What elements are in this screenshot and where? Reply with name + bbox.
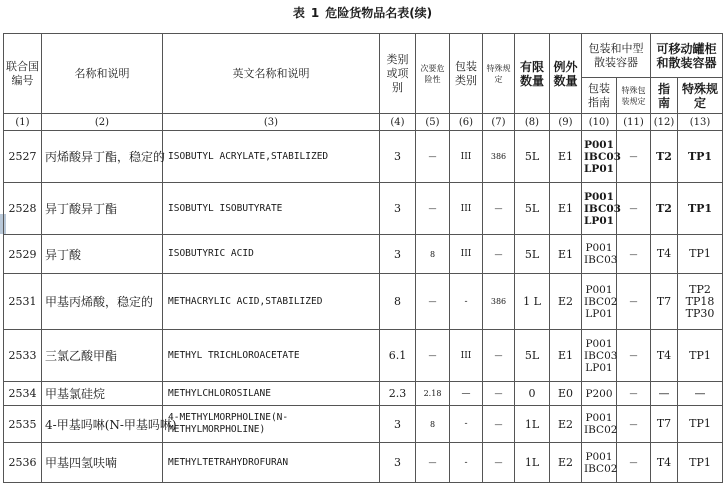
packing-group-cell: - <box>450 443 483 483</box>
special-packing-cell: — <box>617 406 651 443</box>
packing-instruction-cell: P001 IBC02 <box>582 443 617 483</box>
class-cell: 8 <box>380 274 416 330</box>
class-cell: 3 <box>380 183 416 235</box>
header-un-number: 联合国编号 <box>4 34 42 114</box>
sub-risk-cell: 8 <box>416 406 450 443</box>
column-index-cell: (3) <box>163 114 380 131</box>
special-provision-cell: — <box>483 382 515 406</box>
name-cn-cell: 异丁酸异丁酯 <box>42 183 163 235</box>
name-cn-cell: 甲基四氢呋喃 <box>42 443 163 483</box>
special-provision-cell: — <box>483 443 515 483</box>
name-en-cell: METHYL TRICHLOROACETATE <box>163 330 380 382</box>
header-special-provisions: 特殊规定 <box>483 34 515 114</box>
column-index-cell: (10) <box>582 114 617 131</box>
un-number-cell: 2536 <box>4 443 42 483</box>
caption-prefix: 表 <box>292 6 305 20</box>
packing-group-cell: - <box>450 274 483 330</box>
packing-instruction-cell: P001 IBC03 LP01 <box>582 183 617 235</box>
column-index-cell: (5) <box>416 114 450 131</box>
limited-quantity-cell: 5L <box>515 131 550 183</box>
special-packing-cell: — <box>617 382 651 406</box>
special-packing-cell: — <box>617 274 651 330</box>
name-en-cell: METHACRYLIC ACID,STABILIZED <box>163 274 380 330</box>
table-body <box>4 114 723 483</box>
special-provision-cell: 386 <box>483 131 515 183</box>
limited-quantity-cell: 5L <box>515 183 550 235</box>
un-number-cell: 2528 <box>4 183 42 235</box>
packing-instruction-cell: P001 IBC03 LP01 <box>582 330 617 382</box>
column-index-cell: (6) <box>450 114 483 131</box>
column-index-cell: (8) <box>515 114 550 131</box>
column-index-cell: (12) <box>651 114 678 131</box>
sub-risk-cell: — <box>416 443 450 483</box>
packing-instruction-cell: P200 <box>582 382 617 406</box>
excepted-quantity-cell: E2 <box>550 274 582 330</box>
header-class: 类别或项别 <box>380 34 416 114</box>
excepted-quantity-cell: E2 <box>550 406 582 443</box>
name-en-cell: ISOBUTYL ISOBUTYRATE <box>163 183 380 235</box>
header-portable-tanks: 可移动罐柜和散装容器 <box>651 34 723 78</box>
limited-quantity-cell: 1L <box>515 406 550 443</box>
class-cell: 2.3 <box>380 382 416 406</box>
packing-instruction-cell: P001 IBC02 <box>582 406 617 443</box>
column-index-cell: (1) <box>4 114 42 131</box>
sub-risk-cell: — <box>416 330 450 382</box>
un-number-cell: 2529 <box>4 235 42 274</box>
excepted-quantity-cell: E1 <box>550 235 582 274</box>
limited-quantity-cell: 1 L <box>515 274 550 330</box>
caption-number: 1 <box>310 6 320 20</box>
header-packing-instruction: 包装指南 <box>582 78 617 114</box>
un-number-cell: 2531 <box>4 274 42 330</box>
name-cn-cell: 4-甲基吗啉(N-甲基吗啉) <box>42 406 163 443</box>
column-index-cell: (11) <box>617 114 651 131</box>
header-packing-group: 包装类别 <box>450 34 483 114</box>
tank-special-cell: TP1 <box>678 443 723 483</box>
table-caption <box>0 4 725 21</box>
special-packing-cell: — <box>617 330 651 382</box>
table-row <box>4 406 723 443</box>
tank-special-cell: TP1 <box>678 183 723 235</box>
header-special-packing: 特殊包装规定 <box>617 78 651 114</box>
un-number-cell: 2535 <box>4 406 42 443</box>
packing-group-cell: - <box>450 406 483 443</box>
special-provision-cell: 386 <box>483 274 515 330</box>
name-cn-cell: 异丁酸 <box>42 235 163 274</box>
packing-group-cell: — <box>450 382 483 406</box>
special-packing-cell: — <box>617 131 651 183</box>
tank-instruction-cell: T2 <box>651 131 678 183</box>
tank-instruction-cell: T4 <box>651 443 678 483</box>
tank-instruction-cell: T7 <box>651 406 678 443</box>
sub-risk-cell: — <box>416 274 450 330</box>
name-cn-cell: 甲基氯硅烷 <box>42 382 163 406</box>
tank-special-cell: TP1 <box>678 235 723 274</box>
name-en-cell: ISOBUTYRIC ACID <box>163 235 380 274</box>
packing-group-cell: III <box>450 235 483 274</box>
tank-instruction-cell: T7 <box>651 274 678 330</box>
sub-risk-cell: — <box>416 131 450 183</box>
special-provision-cell: — <box>483 406 515 443</box>
packing-instruction-cell: P001 IBC02 LP01 <box>582 274 617 330</box>
special-packing-cell: — <box>617 443 651 483</box>
tank-special-cell: TP1 <box>678 131 723 183</box>
packing-group-cell: III <box>450 330 483 382</box>
excepted-quantity-cell: E0 <box>550 382 582 406</box>
limited-quantity-cell: 0 <box>515 382 550 406</box>
name-en-cell: METHYLCHLOROSILANE <box>163 382 380 406</box>
table-row <box>4 443 723 483</box>
sub-risk-cell: 2.18 <box>416 382 450 406</box>
limited-quantity-cell: 5L <box>515 235 550 274</box>
limited-quantity-cell: 1L <box>515 443 550 483</box>
class-cell: 3 <box>380 131 416 183</box>
table-row <box>4 235 723 274</box>
name-cn-cell: 丙烯酸异丁酯，稳定的 <box>42 131 163 183</box>
column-index-cell: (9) <box>550 114 582 131</box>
header-tank-instruction: 指南 <box>651 78 678 114</box>
un-number-cell: 2527 <box>4 131 42 183</box>
packing-group-cell: III <box>450 131 483 183</box>
table-row <box>4 183 723 235</box>
header-name-cn: 名称和说明 <box>42 34 163 114</box>
sub-risk-cell: — <box>416 183 450 235</box>
class-cell: 3 <box>380 235 416 274</box>
packing-instruction-cell: P001 IBC03 <box>582 235 617 274</box>
excepted-quantity-cell: E1 <box>550 330 582 382</box>
table-row <box>4 274 723 330</box>
class-cell: 3 <box>380 406 416 443</box>
tank-special-cell: TP2 TP18 TP30 <box>678 274 723 330</box>
header-packaging-ibc: 包装和中型散装容器 <box>582 34 651 78</box>
column-index-cell: (7) <box>483 114 515 131</box>
tank-special-cell: — <box>678 382 723 406</box>
tank-instruction-cell: T4 <box>651 235 678 274</box>
excepted-quantity-cell: E1 <box>550 131 582 183</box>
packing-instruction-cell: P001 IBC03 LP01 <box>582 131 617 183</box>
header-name-en: 英文名称和说明 <box>163 34 380 114</box>
special-provision-cell: — <box>483 235 515 274</box>
class-cell: 3 <box>380 443 416 483</box>
special-provision-cell: — <box>483 330 515 382</box>
header-limited-quantity: 有限数量 <box>515 34 550 114</box>
name-cn-cell: 甲基丙烯酸，稳定的 <box>42 274 163 330</box>
un-number-cell: 2534 <box>4 382 42 406</box>
excepted-quantity-cell: E1 <box>550 183 582 235</box>
header-sub-risk: 次要危险性 <box>416 34 450 114</box>
special-packing-cell: — <box>617 183 651 235</box>
column-index-row <box>4 114 723 131</box>
un-number-cell: 2533 <box>4 330 42 382</box>
name-en-cell: ISOBUTYL ACRYLATE,STABILIZED <box>163 131 380 183</box>
column-index-cell: (13) <box>678 114 723 131</box>
dangerous-goods-table <box>3 33 723 483</box>
sub-risk-cell: 8 <box>416 235 450 274</box>
column-index-cell: (2) <box>42 114 163 131</box>
header-excepted-quantity: 例外数量 <box>550 34 582 114</box>
tank-instruction-cell: T2 <box>651 183 678 235</box>
special-provision-cell: — <box>483 183 515 235</box>
name-en-cell: 4-METHYLMORPHOLINE(N-METHYLMORPHOLINE) <box>163 406 380 443</box>
class-cell: 6.1 <box>380 330 416 382</box>
name-cn-cell: 三氯乙酸甲酯 <box>42 330 163 382</box>
excepted-quantity-cell: E2 <box>550 443 582 483</box>
caption-text: 危险货物品名表(续) <box>325 6 433 20</box>
tank-instruction-cell: — <box>651 382 678 406</box>
tank-special-cell: TP1 <box>678 330 723 382</box>
table-row <box>4 131 723 183</box>
table-row <box>4 330 723 382</box>
special-packing-cell: — <box>617 235 651 274</box>
packing-group-cell: III <box>450 183 483 235</box>
name-en-cell: METHYLTETRAHYDROFURAN <box>163 443 380 483</box>
table-row <box>4 382 723 406</box>
limited-quantity-cell: 5L <box>515 330 550 382</box>
header-tank-special: 特殊规定 <box>678 78 723 114</box>
column-index-cell: (4) <box>380 114 416 131</box>
tank-instruction-cell: T4 <box>651 330 678 382</box>
tank-special-cell: TP1 <box>678 406 723 443</box>
